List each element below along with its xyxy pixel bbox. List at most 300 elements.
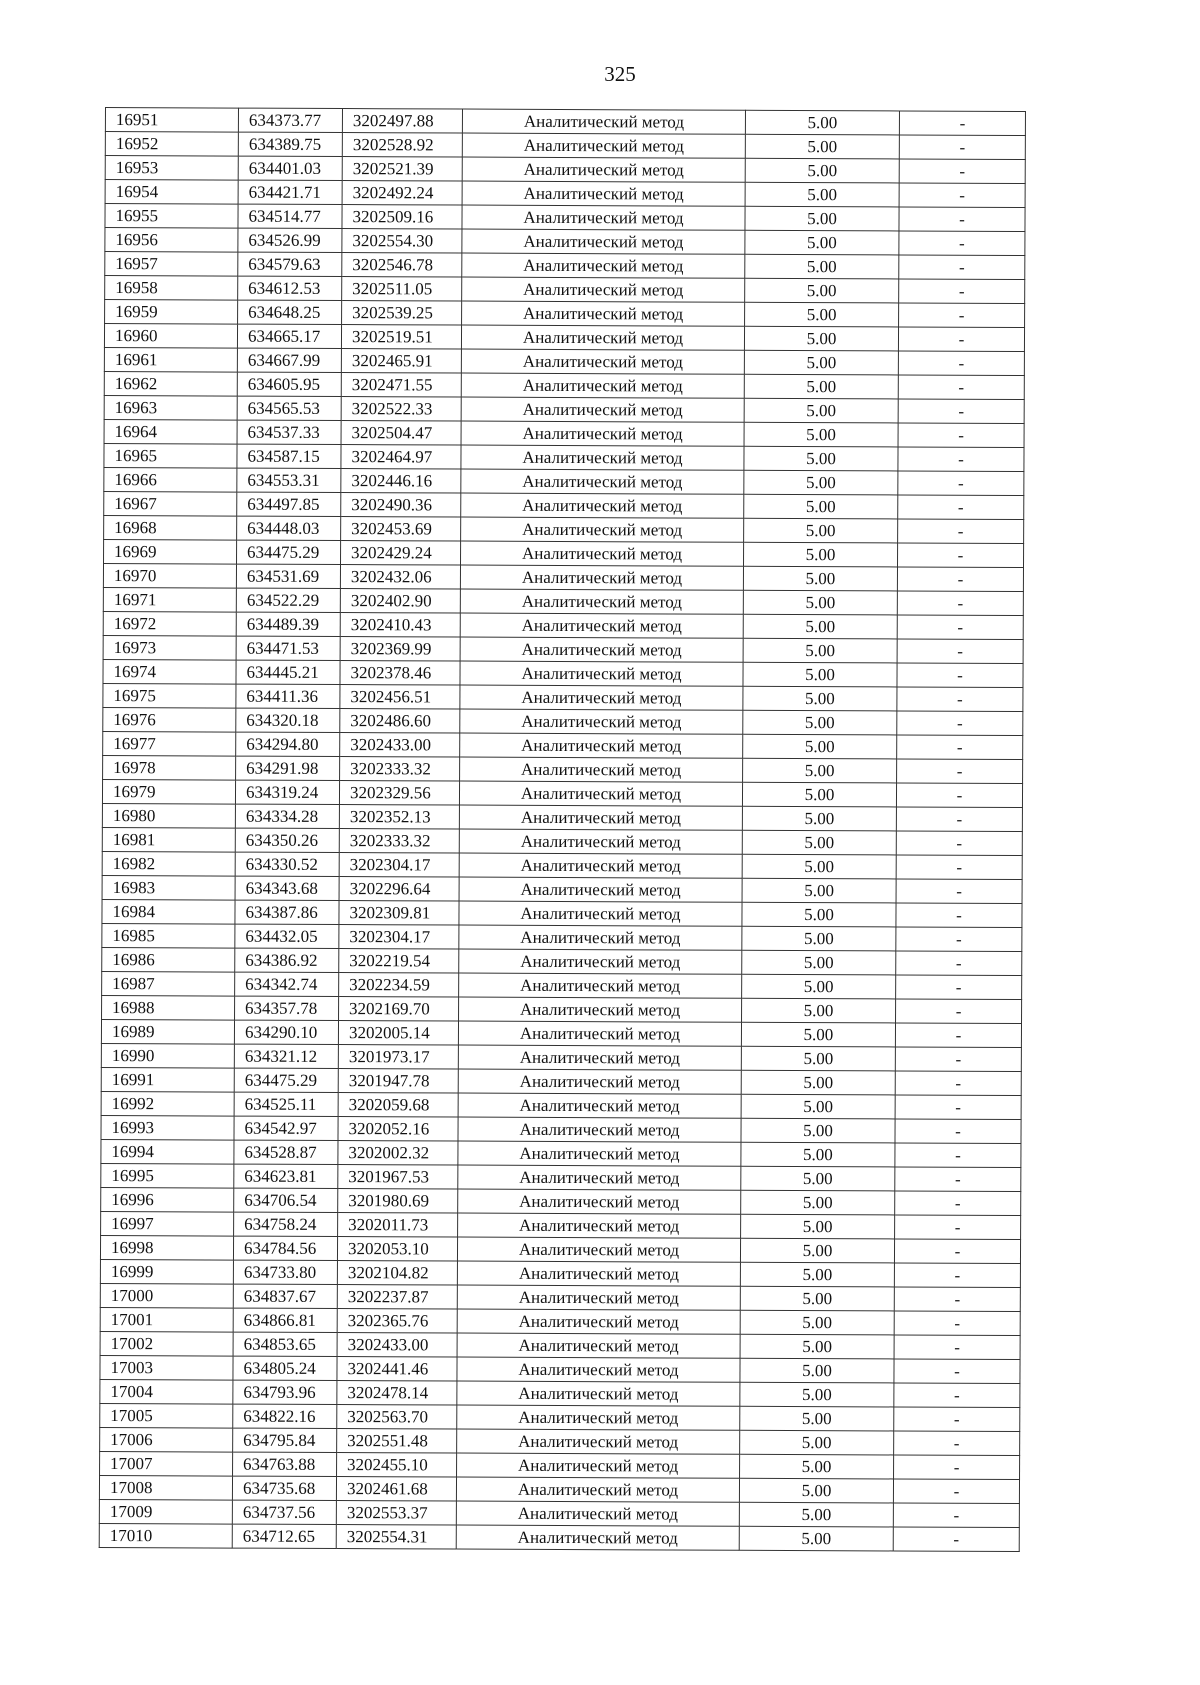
note-cell: - xyxy=(895,1023,1021,1048)
point-number-cell: 17000 xyxy=(100,1283,233,1308)
accuracy-cell: 5.00 xyxy=(739,1478,893,1503)
point-number-cell: 16991 xyxy=(101,1067,234,1092)
x-coordinate-cell: 634853.65 xyxy=(233,1332,337,1356)
point-number-cell: 17004 xyxy=(100,1379,233,1404)
note-cell: - xyxy=(897,639,1023,664)
accuracy-cell: 5.00 xyxy=(740,1454,894,1479)
y-coordinate-cell: 3201980.69 xyxy=(338,1189,458,1214)
y-coordinate-cell: 3202309.81 xyxy=(339,901,459,926)
y-coordinate-cell: 3202005.14 xyxy=(338,1021,458,1046)
accuracy-cell: 5.00 xyxy=(740,1286,894,1311)
y-coordinate-cell: 3202369.99 xyxy=(340,637,460,662)
method-cell: Аналитический метод xyxy=(462,133,745,158)
note-cell: - xyxy=(895,1071,1021,1096)
table-row xyxy=(99,1523,1019,1551)
coordinates-table-body xyxy=(99,108,1025,1552)
method-cell: Аналитический метод xyxy=(459,877,742,902)
accuracy-cell: 5.00 xyxy=(742,806,896,831)
accuracy-cell: 5.00 xyxy=(745,230,899,255)
x-coordinate-cell: 634553.31 xyxy=(237,468,341,492)
y-coordinate-cell: 3202492.24 xyxy=(342,181,462,206)
note-cell: - xyxy=(897,567,1023,592)
x-coordinate-cell: 634579.63 xyxy=(238,252,342,276)
note-cell: - xyxy=(894,1311,1020,1336)
accuracy-cell: 5.00 xyxy=(740,1310,894,1335)
x-coordinate-cell: 634373.77 xyxy=(238,108,342,132)
x-coordinate-cell: 634475.29 xyxy=(237,540,341,564)
note-cell: - xyxy=(897,759,1023,784)
point-number-cell: 16997 xyxy=(101,1211,234,1236)
point-number-cell: 16973 xyxy=(103,635,236,660)
y-coordinate-cell: 3202296.64 xyxy=(339,877,459,902)
accuracy-cell: 5.00 xyxy=(743,758,897,783)
method-cell: Аналитический метод xyxy=(461,421,744,446)
y-coordinate-cell: 3202553.37 xyxy=(336,1501,456,1526)
accuracy-cell: 5.00 xyxy=(743,734,897,759)
x-coordinate-cell: 634448.03 xyxy=(237,516,341,540)
y-coordinate-cell: 3202563.70 xyxy=(337,1405,457,1430)
y-coordinate-cell: 3202464.97 xyxy=(341,445,461,470)
accuracy-cell: 5.00 xyxy=(745,182,899,207)
method-cell: Аналитический метод xyxy=(458,1165,741,1190)
accuracy-cell: 5.00 xyxy=(741,1118,895,1143)
point-number-cell: 17003 xyxy=(100,1355,233,1380)
accuracy-cell: 5.00 xyxy=(743,566,897,591)
note-cell: - xyxy=(898,351,1024,376)
x-coordinate-cell: 634837.67 xyxy=(233,1284,337,1308)
method-cell: Аналитический метод xyxy=(460,565,743,590)
x-coordinate-cell: 634528.87 xyxy=(234,1140,338,1164)
note-cell: - xyxy=(896,783,1022,808)
accuracy-cell: 5.00 xyxy=(743,710,897,735)
point-number-cell: 17006 xyxy=(100,1427,233,1452)
point-number-cell: 16984 xyxy=(102,899,235,924)
note-cell: - xyxy=(897,687,1023,712)
point-number-cell: 16996 xyxy=(101,1187,234,1212)
x-coordinate-cell: 634735.68 xyxy=(232,1476,336,1500)
x-coordinate-cell: 634531.69 xyxy=(236,564,340,588)
method-cell: Аналитический метод xyxy=(460,637,743,662)
method-cell: Аналитический метод xyxy=(462,253,745,278)
point-number-cell: 16963 xyxy=(104,395,237,420)
method-cell: Аналитический метод xyxy=(458,1069,741,1094)
accuracy-cell: 5.00 xyxy=(740,1262,894,1287)
y-coordinate-cell: 3202432.06 xyxy=(340,565,460,590)
note-cell: - xyxy=(896,927,1022,952)
method-cell: Аналитический метод xyxy=(457,1309,740,1334)
method-cell: Аналитический метод xyxy=(459,949,742,974)
accuracy-cell: 5.00 xyxy=(745,206,899,231)
point-number-cell: 17005 xyxy=(100,1403,233,1428)
x-coordinate-cell: 634334.28 xyxy=(235,804,339,828)
accuracy-cell: 5.00 xyxy=(744,374,898,399)
point-number-cell: 16992 xyxy=(101,1091,234,1116)
accuracy-cell: 5.00 xyxy=(740,1358,894,1383)
y-coordinate-cell: 3202539.25 xyxy=(342,301,462,326)
y-coordinate-cell: 3202333.32 xyxy=(339,829,459,854)
y-coordinate-cell: 3202519.51 xyxy=(341,325,461,350)
y-coordinate-cell: 3202486.60 xyxy=(340,709,460,734)
method-cell: Аналитический метод xyxy=(458,1045,741,1070)
point-number-cell: 16952 xyxy=(105,132,238,157)
accuracy-cell: 5.00 xyxy=(743,686,897,711)
x-coordinate-cell: 634623.81 xyxy=(234,1164,338,1188)
note-cell: - xyxy=(897,591,1023,616)
point-number-cell: 16976 xyxy=(103,707,236,732)
note-cell: - xyxy=(897,735,1023,760)
point-number-cell: 17001 xyxy=(100,1307,233,1332)
note-cell: - xyxy=(898,327,1024,352)
y-coordinate-cell: 3202237.87 xyxy=(337,1285,457,1310)
y-coordinate-cell: 3202169.70 xyxy=(339,997,459,1022)
point-number-cell: 16955 xyxy=(105,204,238,229)
point-number-cell: 16974 xyxy=(103,659,236,684)
y-coordinate-cell: 3202234.59 xyxy=(339,973,459,998)
method-cell: Аналитический метод xyxy=(457,1453,740,1478)
point-number-cell: 16975 xyxy=(103,683,236,708)
note-cell: - xyxy=(899,159,1025,184)
note-cell: - xyxy=(896,999,1022,1024)
method-cell: Аналитический метод xyxy=(462,181,745,206)
x-coordinate-cell: 634565.53 xyxy=(237,396,341,420)
accuracy-cell: 5.00 xyxy=(740,1382,894,1407)
y-coordinate-cell: 3202304.17 xyxy=(339,925,459,950)
point-number-cell: 16969 xyxy=(104,539,237,564)
accuracy-cell: 5.00 xyxy=(739,1526,893,1551)
note-cell: - xyxy=(899,135,1025,160)
y-coordinate-cell: 3201947.78 xyxy=(338,1069,458,1094)
method-cell: Аналитический метод xyxy=(457,1357,740,1382)
point-number-cell: 16983 xyxy=(102,875,235,900)
x-coordinate-cell: 634497.85 xyxy=(237,492,341,516)
x-coordinate-cell: 634387.86 xyxy=(235,900,339,924)
note-cell: - xyxy=(898,495,1024,520)
x-coordinate-cell: 634667.99 xyxy=(237,348,341,372)
method-cell: Аналитический метод xyxy=(457,1405,740,1430)
note-cell: - xyxy=(899,303,1025,328)
note-cell: - xyxy=(896,807,1022,832)
x-coordinate-cell: 634445.21 xyxy=(236,660,340,684)
accuracy-cell: 5.00 xyxy=(744,446,898,471)
method-cell: Аналитический метод xyxy=(458,1117,741,1142)
method-cell: Аналитический метод xyxy=(460,733,743,758)
method-cell: Аналитический метод xyxy=(457,1381,740,1406)
method-cell: Аналитический метод xyxy=(458,1141,741,1166)
note-cell: - xyxy=(896,951,1022,976)
x-coordinate-cell: 634389.75 xyxy=(238,132,342,156)
method-cell: Аналитический метод xyxy=(461,493,744,518)
x-coordinate-cell: 634763.88 xyxy=(233,1452,337,1476)
accuracy-cell: 5.00 xyxy=(743,662,897,687)
method-cell: Аналитический метод xyxy=(457,1429,740,1454)
point-number-cell: 16971 xyxy=(103,587,236,612)
y-coordinate-cell: 3202441.46 xyxy=(337,1357,457,1382)
point-number-cell: 16965 xyxy=(104,443,237,468)
note-cell: - xyxy=(894,1431,1020,1456)
x-coordinate-cell: 634587.15 xyxy=(237,444,341,468)
note-cell: - xyxy=(895,1119,1021,1144)
method-cell: Аналитический метод xyxy=(458,1093,741,1118)
accuracy-cell: 5.00 xyxy=(743,638,897,663)
x-coordinate-cell: 634432.05 xyxy=(235,924,339,948)
accuracy-cell: 5.00 xyxy=(745,254,899,279)
y-coordinate-cell: 3202554.30 xyxy=(342,229,462,254)
point-number-cell: 16953 xyxy=(105,156,238,181)
method-cell: Аналитический метод xyxy=(459,829,742,854)
note-cell: - xyxy=(895,1167,1021,1192)
note-cell: - xyxy=(898,543,1024,568)
note-cell: - xyxy=(897,663,1023,688)
y-coordinate-cell: 3202497.88 xyxy=(342,109,462,134)
y-coordinate-cell: 3202219.54 xyxy=(339,949,459,974)
point-number-cell: 16978 xyxy=(103,755,236,780)
method-cell: Аналитический метод xyxy=(460,757,743,782)
method-cell: Аналитический метод xyxy=(462,109,745,134)
note-cell: - xyxy=(899,183,1025,208)
method-cell: Аналитический метод xyxy=(457,1333,740,1358)
accuracy-cell: 5.00 xyxy=(744,494,898,519)
note-cell: - xyxy=(896,879,1022,904)
method-cell: Аналитический метод xyxy=(462,157,745,182)
y-coordinate-cell: 3202059.68 xyxy=(338,1093,458,1118)
method-cell: Аналитический метод xyxy=(461,469,744,494)
x-coordinate-cell: 634822.16 xyxy=(233,1404,337,1428)
note-cell: - xyxy=(899,231,1025,256)
accuracy-cell: 5.00 xyxy=(741,1022,895,1047)
note-cell: - xyxy=(899,279,1025,304)
method-cell: Аналитический метод xyxy=(458,1189,741,1214)
point-number-cell: 16977 xyxy=(103,731,236,756)
method-cell: Аналитический метод xyxy=(462,229,745,254)
x-coordinate-cell: 634605.95 xyxy=(237,372,341,396)
point-number-cell: 16954 xyxy=(105,180,238,205)
accuracy-cell: 5.00 xyxy=(742,878,896,903)
note-cell: - xyxy=(895,1215,1021,1240)
method-cell: Аналитический метод xyxy=(461,325,744,350)
x-coordinate-cell: 634421.71 xyxy=(238,180,342,204)
note-cell: - xyxy=(895,1191,1021,1216)
method-cell: Аналитический метод xyxy=(462,301,745,326)
x-coordinate-cell: 634795.84 xyxy=(233,1428,337,1452)
y-coordinate-cell: 3202509.16 xyxy=(342,205,462,230)
y-coordinate-cell: 3202528.92 xyxy=(342,133,462,158)
method-cell: Аналитический метод xyxy=(456,1525,739,1550)
accuracy-cell: 5.00 xyxy=(744,470,898,495)
point-number-cell: 16995 xyxy=(101,1163,234,1188)
accuracy-cell: 5.00 xyxy=(741,1046,895,1071)
y-coordinate-cell: 3202521.39 xyxy=(342,157,462,182)
note-cell: - xyxy=(894,1335,1020,1360)
point-number-cell: 17010 xyxy=(99,1523,232,1548)
x-coordinate-cell: 634471.53 xyxy=(236,636,340,660)
method-cell: Аналитический метод xyxy=(461,373,744,398)
method-cell: Аналитический метод xyxy=(457,1237,740,1262)
method-cell: Аналитический метод xyxy=(456,1477,739,1502)
method-cell: Аналитический метод xyxy=(461,445,744,470)
x-coordinate-cell: 634648.25 xyxy=(238,300,342,324)
y-coordinate-cell: 3202429.24 xyxy=(341,541,461,566)
note-cell: - xyxy=(894,1359,1020,1384)
point-number-cell: 16998 xyxy=(100,1235,233,1260)
x-coordinate-cell: 634866.81 xyxy=(233,1308,337,1332)
accuracy-cell: 5.00 xyxy=(740,1406,894,1431)
method-cell: Аналитический метод xyxy=(458,1213,741,1238)
note-cell: - xyxy=(898,519,1024,544)
accuracy-cell: 5.00 xyxy=(741,1166,895,1191)
method-cell: Аналитический метод xyxy=(459,901,742,926)
method-cell: Аналитический метод xyxy=(459,997,742,1022)
y-coordinate-cell: 3201973.17 xyxy=(338,1045,458,1070)
y-coordinate-cell: 3202011.73 xyxy=(338,1213,458,1238)
accuracy-cell: 5.00 xyxy=(741,1142,895,1167)
note-cell: - xyxy=(898,471,1024,496)
note-cell: - xyxy=(898,399,1024,424)
point-number-cell: 16972 xyxy=(103,611,236,636)
method-cell: Аналитический метод xyxy=(461,397,744,422)
y-coordinate-cell: 3202456.51 xyxy=(340,685,460,710)
y-coordinate-cell: 3202453.69 xyxy=(341,517,461,542)
accuracy-cell: 5.00 xyxy=(740,1238,894,1263)
method-cell: Аналитический метод xyxy=(461,541,744,566)
note-cell: - xyxy=(896,903,1022,928)
point-number-cell: 17008 xyxy=(99,1475,232,1500)
note-cell: - xyxy=(898,423,1024,448)
point-number-cell: 16999 xyxy=(100,1259,233,1284)
y-coordinate-cell: 3202504.47 xyxy=(341,421,461,446)
accuracy-cell: 5.00 xyxy=(745,110,899,135)
x-coordinate-cell: 634665.17 xyxy=(237,324,341,348)
y-coordinate-cell: 3202546.78 xyxy=(342,253,462,278)
point-number-cell: 16988 xyxy=(102,995,235,1020)
note-cell: - xyxy=(894,1383,1020,1408)
y-coordinate-cell: 3202554.31 xyxy=(336,1525,456,1550)
note-cell: - xyxy=(894,1239,1020,1264)
y-coordinate-cell: 3202455.10 xyxy=(337,1453,457,1478)
accuracy-cell: 5.00 xyxy=(745,302,899,327)
x-coordinate-cell: 634489.39 xyxy=(236,612,340,636)
y-coordinate-cell: 3202329.56 xyxy=(339,781,459,806)
note-cell: - xyxy=(896,975,1022,1000)
y-coordinate-cell: 3202511.05 xyxy=(342,277,462,302)
x-coordinate-cell: 634805.24 xyxy=(233,1356,337,1380)
note-cell: - xyxy=(894,1287,1020,1312)
point-number-cell: 17007 xyxy=(100,1451,233,1476)
accuracy-cell: 5.00 xyxy=(745,158,899,183)
y-coordinate-cell: 3202352.13 xyxy=(339,805,459,830)
note-cell: - xyxy=(897,711,1023,736)
y-coordinate-cell: 3202053.10 xyxy=(337,1237,457,1262)
method-cell: Аналитический метод xyxy=(458,1021,741,1046)
point-number-cell: 17002 xyxy=(100,1331,233,1356)
x-coordinate-cell: 634793.96 xyxy=(233,1380,337,1404)
y-coordinate-cell: 3202052.16 xyxy=(338,1117,458,1142)
x-coordinate-cell: 634321.12 xyxy=(234,1044,338,1068)
y-coordinate-cell: 3202365.76 xyxy=(337,1309,457,1334)
accuracy-cell: 5.00 xyxy=(745,278,899,303)
point-number-cell: 17009 xyxy=(99,1499,232,1524)
x-coordinate-cell: 634342.74 xyxy=(235,972,339,996)
point-number-cell: 16981 xyxy=(102,827,235,852)
y-coordinate-cell: 3202471.55 xyxy=(341,373,461,398)
x-coordinate-cell: 634357.78 xyxy=(235,996,339,1020)
y-coordinate-cell: 3202522.33 xyxy=(341,397,461,422)
accuracy-cell: 5.00 xyxy=(741,1070,895,1095)
x-coordinate-cell: 634320.18 xyxy=(236,708,340,732)
accuracy-cell: 5.00 xyxy=(741,1190,895,1215)
point-number-cell: 16956 xyxy=(105,228,238,253)
y-coordinate-cell: 3202333.32 xyxy=(340,757,460,782)
note-cell: - xyxy=(893,1503,1019,1528)
point-number-cell: 16966 xyxy=(104,467,237,492)
x-coordinate-cell: 634612.53 xyxy=(238,276,342,300)
point-number-cell: 16970 xyxy=(103,563,236,588)
method-cell: Аналитический метод xyxy=(459,853,742,878)
accuracy-cell: 5.00 xyxy=(743,590,897,615)
note-cell: - xyxy=(893,1527,1019,1552)
method-cell: Аналитический метод xyxy=(460,685,743,710)
method-cell: Аналитический метод xyxy=(462,277,745,302)
accuracy-cell: 5.00 xyxy=(742,854,896,879)
note-cell: - xyxy=(899,111,1025,136)
point-number-cell: 16957 xyxy=(105,252,238,277)
method-cell: Аналитический метод xyxy=(457,1285,740,1310)
point-number-cell: 16980 xyxy=(102,803,235,828)
coordinates-table xyxy=(99,107,1026,1552)
note-cell: - xyxy=(898,375,1024,400)
accuracy-cell: 5.00 xyxy=(739,1502,893,1527)
point-number-cell: 16968 xyxy=(104,515,237,540)
note-cell: - xyxy=(893,1479,1019,1504)
y-coordinate-cell: 3202433.00 xyxy=(340,733,460,758)
point-number-cell: 16961 xyxy=(104,347,237,372)
point-number-cell: 16962 xyxy=(104,371,237,396)
note-cell: - xyxy=(895,1095,1021,1120)
note-cell: - xyxy=(894,1455,1020,1480)
accuracy-cell: 5.00 xyxy=(744,350,898,375)
accuracy-cell: 5.00 xyxy=(742,950,896,975)
y-coordinate-cell: 3202465.91 xyxy=(341,349,461,374)
accuracy-cell: 5.00 xyxy=(740,1334,894,1359)
accuracy-cell: 5.00 xyxy=(744,542,898,567)
note-cell: - xyxy=(896,831,1022,856)
x-coordinate-cell: 634706.54 xyxy=(234,1188,338,1212)
x-coordinate-cell: 634411.36 xyxy=(236,684,340,708)
y-coordinate-cell: 3202551.48 xyxy=(337,1429,457,1454)
accuracy-cell: 5.00 xyxy=(742,782,896,807)
x-coordinate-cell: 634401.03 xyxy=(238,156,342,180)
accuracy-cell: 5.00 xyxy=(742,902,896,927)
accuracy-cell: 5.00 xyxy=(742,998,896,1023)
method-cell: Аналитический метод xyxy=(456,1501,739,1526)
y-coordinate-cell: 3202002.32 xyxy=(338,1141,458,1166)
point-number-cell: 16979 xyxy=(102,779,235,804)
y-coordinate-cell: 3202433.00 xyxy=(337,1333,457,1358)
method-cell: Аналитический метод xyxy=(460,661,743,686)
x-coordinate-cell: 634319.24 xyxy=(235,780,339,804)
x-coordinate-cell: 634343.68 xyxy=(235,876,339,900)
x-coordinate-cell: 634290.10 xyxy=(234,1020,338,1044)
accuracy-cell: 5.00 xyxy=(742,926,896,951)
accuracy-cell: 5.00 xyxy=(741,1214,895,1239)
point-number-cell: 16959 xyxy=(105,300,238,325)
note-cell: - xyxy=(894,1263,1020,1288)
accuracy-cell: 5.00 xyxy=(740,1430,894,1455)
x-coordinate-cell: 634737.56 xyxy=(232,1500,336,1524)
accuracy-cell: 5.00 xyxy=(744,518,898,543)
accuracy-cell: 5.00 xyxy=(742,830,896,855)
x-coordinate-cell: 634350.26 xyxy=(235,828,339,852)
x-coordinate-cell: 634542.97 xyxy=(234,1116,338,1140)
